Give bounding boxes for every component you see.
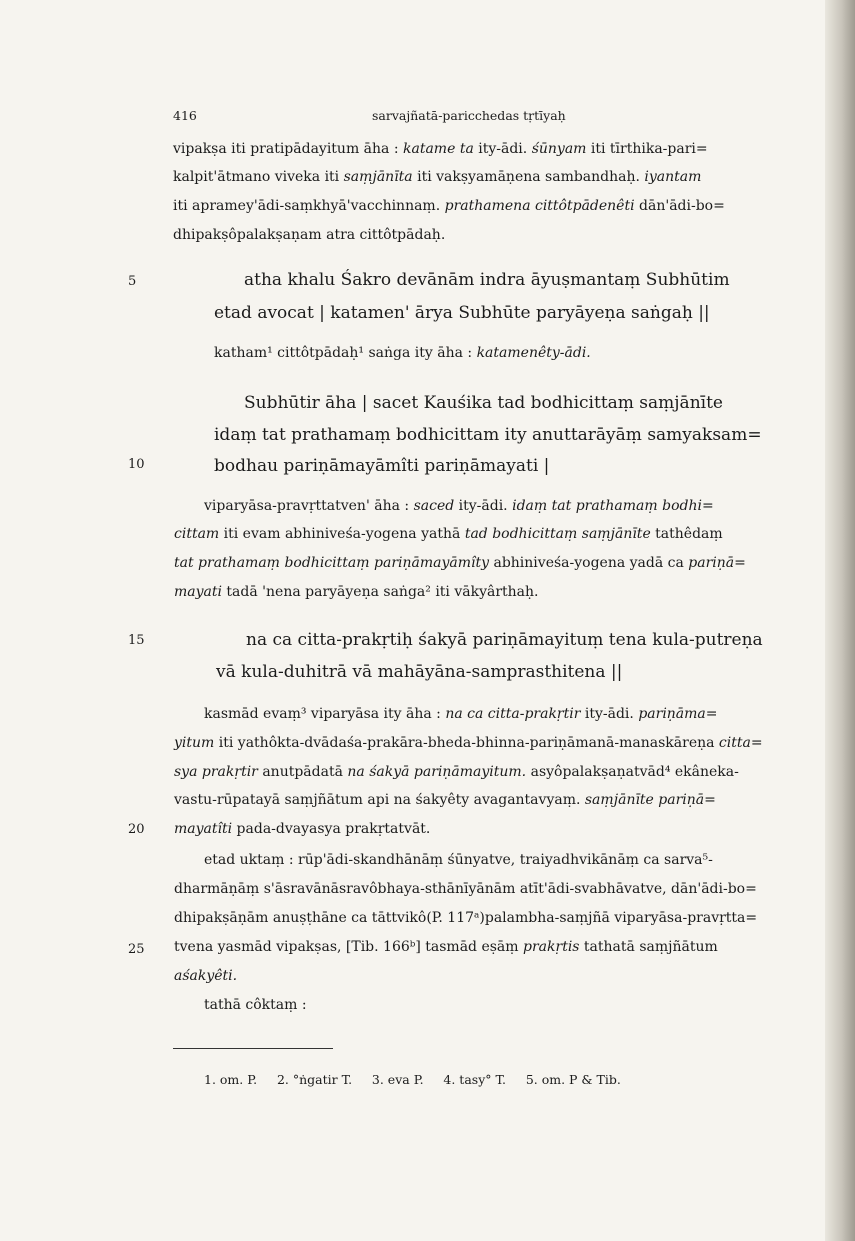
scanned-page-edge [825, 0, 855, 1241]
text-segment: dān'ādi-bo= [634, 198, 725, 214]
root-text-line [214, 456, 549, 476]
footnotes: 1. om. P. 2. °ṅgatir T. 3. eva P. 4. tasy° T. 5. om. P & Tib. [204, 1072, 621, 1087]
italic-segment: mayatîti [174, 821, 233, 837]
text-segment: vipakṣa iti pratipādayitum āha : [173, 141, 403, 157]
text-segment: atha khalu Śakro devānām indra āyuṣmantaṃ Subhūtim [244, 270, 730, 290]
root-text-line [216, 662, 622, 682]
text-segment: dhipakṣāṇām anuṣṭhāne ca tāttvikô(P. 117ᵃ)palambha-saṃjñā viparyāsa-pravṛtta= [174, 910, 758, 926]
commentary-line [174, 555, 746, 571]
commentary-line [173, 169, 701, 185]
text-segment: tvena yasmād vipakṣas, [Tib. 166ᵇ] tasmād eṣāṃ [174, 939, 524, 955]
italic-segment: idaṃ tat prathamaṃ bodhi= [512, 498, 714, 514]
text-segment: viparyāsa-pravṛttatven' āha : [204, 498, 414, 514]
commentary-line [174, 584, 539, 600]
italic-segment: aśakyêti. [174, 968, 238, 984]
text-segment: tathatā saṃjñātum [579, 939, 718, 955]
commentary-line [173, 141, 708, 157]
commentary-line [204, 498, 714, 514]
italic-segment: katamenêty-ādi. [476, 345, 591, 361]
text-segment: ity-ādi. [473, 141, 532, 157]
text-segment: ity-ādi. [580, 706, 639, 722]
page-number: 416 [173, 108, 197, 123]
text-segment: asyôpalakṣaṇatvād⁴ ekâneka- [526, 764, 739, 780]
line-number: 15 [128, 633, 145, 648]
text-segment: etad avocat | katamen' ārya Subhūte paryāyeṇa saṅgaḥ || [214, 303, 710, 323]
commentary-line [174, 968, 237, 984]
italic-segment: prathamena cittôtpādenêti [444, 198, 635, 214]
text-segment: dhipakṣôpalakṣaṇam atra cittôtpādaḥ. [173, 227, 446, 243]
commentary-line [174, 526, 723, 542]
commentary-line [204, 706, 718, 722]
footnote-divider [173, 1048, 333, 1049]
text-segment: tathêdaṃ [650, 526, 723, 542]
text-segment: tathā côktaṃ : [204, 997, 307, 1013]
text-segment: abhiniveśa-yogena yadā ca [489, 555, 689, 571]
italic-segment: mayati [174, 584, 222, 600]
text-segment: iti vakṣyamāṇena sambandhaḥ. [412, 169, 645, 185]
italic-segment: pariṇā= [688, 555, 746, 571]
italic-segment: na śakyā pariṇāmayitum. [347, 764, 527, 780]
commentary-line [174, 821, 430, 837]
commentary-line [173, 227, 445, 243]
italic-segment: saṃjānīta [343, 169, 413, 185]
text-segment: vastu-rūpatayā saṃjñātum api na śakyêty avagantavyaṃ. [174, 792, 585, 808]
italic-segment: cittam [174, 526, 220, 542]
commentary-line [214, 345, 591, 361]
text-segment: anutpādatā [257, 764, 348, 780]
commentary-line [174, 881, 757, 897]
running-title: sarvajñatā-paricchedas tṛtīyaḥ [372, 108, 566, 123]
text-segment: iti tīrthika-pari= [586, 141, 708, 157]
italic-segment: prakṛtis [523, 939, 580, 955]
text-segment: vā kula-duhitrā vā mahāyāna-samprasthitena || [216, 662, 623, 682]
text-segment: tadā 'nena paryāyeṇa saṅga² iti vākyârthaḥ. [221, 584, 539, 600]
commentary-line [204, 997, 307, 1013]
root-text-line [214, 303, 710, 323]
italic-segment: tat prathamaṃ bodhicittaṃ pariṇāmayāmîty [174, 555, 490, 571]
italic-segment: na ca citta-prakṛtir [445, 706, 581, 722]
text-segment: etad uktaṃ : rūp'ādi-skandhānāṃ śūnyatve, traiyadhvikānāṃ ca sarva⁵- [204, 852, 713, 868]
commentary-line [174, 735, 763, 751]
line-number: 25 [128, 942, 145, 957]
italic-segment: sya prakṛtir [174, 764, 258, 780]
commentary-line [174, 764, 739, 780]
text-segment: pada-dvayasya prakṛtatvāt. [232, 821, 431, 837]
line-number: 10 [128, 457, 145, 472]
text-segment: katham¹ cittôtpādaḥ¹ saṅga ity āha : [214, 345, 477, 361]
italic-segment: yitum [174, 735, 215, 751]
text-segment: ity-ādi. [454, 498, 513, 514]
commentary-line [174, 939, 718, 955]
text-segment: kalpit'ātmano viveka iti [173, 169, 344, 185]
italic-segment: śūnyam [531, 141, 587, 157]
commentary-line [174, 910, 757, 926]
commentary-line [173, 198, 725, 214]
italic-segment: pariṇāma= [638, 706, 718, 722]
italic-segment: katame ta [403, 141, 474, 157]
text-segment: iti evam abhiniveśa-yogena yathā [219, 526, 465, 542]
text-segment: iti apramey'ādi-saṃkhyā'vacchinnaṃ. [173, 198, 445, 214]
line-number: 5 [128, 274, 137, 289]
text-segment: kasmād evaṃ³ viparyāsa ity āha : [204, 706, 446, 722]
text-segment: idaṃ tat prathamaṃ bodhicittam ity anuttarāyāṃ samyaksam= [214, 425, 762, 445]
italic-segment: saced [413, 498, 455, 514]
line-number: 20 [128, 822, 145, 837]
text-segment: bodhau pariṇāmayāmîti pariṇāmayati | [214, 456, 550, 476]
root-text-line [244, 270, 730, 290]
italic-segment: saṃjānīte pariṇā= [584, 792, 716, 808]
text-segment: dharmāṇāṃ s'āsravānāsravôbhaya-sthānīyānām atīt'ādi-svabhāvatve, dān'ādi-bo= [174, 881, 757, 897]
italic-segment: citta= [718, 735, 763, 751]
root-text-line [214, 425, 762, 445]
italic-segment: iyantam [644, 169, 702, 185]
root-text-line [244, 393, 723, 413]
commentary-line [204, 852, 713, 868]
italic-segment: tad bodhicittaṃ saṃjānīte [464, 526, 651, 542]
root-text-line [246, 630, 763, 650]
text-segment: iti yathôkta-dvādaśa-prakāra-bheda-bhinna-pariṇāmanā-manaskāreṇa [214, 735, 719, 751]
text-segment: Subhūtir āha | sacet Kauśika tad bodhicittaṃ saṃjānīte [244, 393, 723, 413]
text-segment: na ca citta-prakṛtiḥ śakyā pariṇāmayituṃ tena kula-putreṇa [246, 630, 763, 650]
commentary-line [174, 792, 716, 808]
